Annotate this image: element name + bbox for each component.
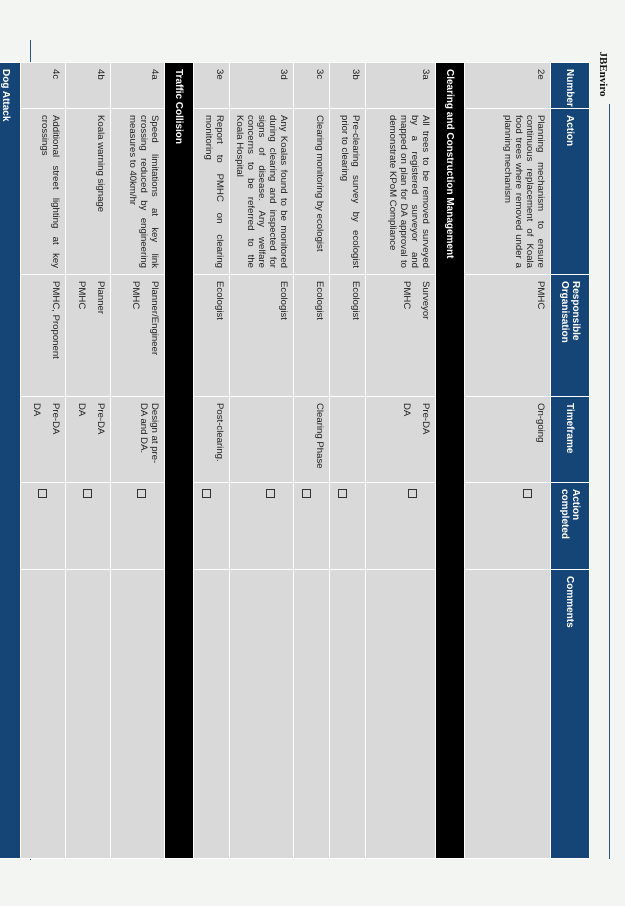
cell-comments (111, 570, 165, 859)
responsible-entry: Planner (95, 281, 106, 315)
rotated-page (0, 62, 590, 858)
responsible-entry: Ecologist (278, 281, 289, 320)
section-title: Traffic Collision (165, 63, 194, 859)
section-row (165, 63, 194, 859)
cell-action-completed (66, 483, 111, 570)
responsible-entry: PMHC (130, 281, 141, 310)
section-title: Clearing and Construction Management (436, 63, 465, 859)
completed-checkbox[interactable] (408, 489, 417, 498)
table-row (66, 63, 111, 859)
cell-action: Any Koalas found to be monitored during clearing and inspected for signs of disease. Any welfare concerns to be referred to the Koala Hospital (230, 109, 294, 275)
cell-responsible (21, 275, 66, 397)
table-row (194, 63, 230, 859)
responsible-entry: Ecologist (214, 281, 225, 320)
cell-action: Additional street lighting at key crossings (21, 109, 66, 275)
koala-action-table (0, 62, 590, 859)
completed-checkbox[interactable] (38, 489, 47, 498)
responsible-entry: Ecologist (350, 281, 361, 320)
cell-action-completed (330, 483, 366, 570)
responsible-entry: Ecologist (314, 281, 325, 320)
cell-comments (194, 570, 230, 859)
table-header-row (551, 63, 590, 859)
cell-timeframe (294, 397, 330, 483)
cell-number: 3b (330, 63, 366, 109)
timeframe-entry: Design at pre-DA and DA. (138, 403, 160, 464)
completed-checkbox[interactable] (202, 489, 211, 498)
cell-responsible (194, 275, 230, 397)
cell-number: 3e (194, 63, 230, 109)
cell-responsible (294, 275, 330, 397)
timeframe-entry: Clearing Phase (314, 403, 325, 469)
cell-timeframe (330, 397, 366, 483)
responsible-entry: PMHC, Proponent (50, 281, 61, 359)
cell-comments (66, 570, 111, 859)
cell-number: 4b (66, 63, 111, 109)
cell-action-completed (465, 483, 551, 570)
table-row (111, 63, 165, 859)
cell-comments (294, 570, 330, 859)
margin-rule (609, 104, 610, 859)
timeframe-entry: DA (31, 403, 42, 417)
cell-comments (230, 570, 294, 859)
table-row (294, 63, 330, 859)
timeframe-entry: Pre-DA (50, 403, 61, 435)
table-row (330, 63, 366, 859)
cell-action-completed (111, 483, 165, 570)
header-action-completed: Action completed (551, 483, 590, 570)
cell-timeframe (465, 397, 551, 483)
header-responsible: Responsible Organisation (551, 275, 590, 397)
completed-checkbox[interactable] (83, 489, 92, 498)
cell-timeframe (21, 397, 66, 483)
responsible-entry: Surveyor (420, 281, 431, 320)
cell-action: Pre-clearing survey by ecologist prior to clearing (330, 109, 366, 275)
cell-action: Koala warning signage (66, 109, 111, 275)
cell-timeframe (230, 397, 294, 483)
responsible-entry: Planner/Engineer (149, 281, 160, 356)
header-action: Action (551, 109, 590, 275)
cell-action-completed (194, 483, 230, 570)
section-row (436, 63, 465, 859)
cell-action-completed (294, 483, 330, 570)
cell-action-completed (230, 483, 294, 570)
cell-responsible (330, 275, 366, 397)
cell-number: 3c (294, 63, 330, 109)
completed-checkbox[interactable] (302, 489, 311, 498)
brand-logo (592, 44, 614, 104)
cell-timeframe (66, 397, 111, 483)
cell-number: 2e (465, 63, 551, 109)
section-title: Dog Attack (0, 63, 21, 859)
cell-number: 4a (111, 63, 165, 109)
responsible-entry: PMHC (535, 281, 546, 310)
cell-action: All trees to be removed surveyed by a registered surveyor and mapped on plan for DA approval to demonstrate KPoM Compliance (366, 109, 436, 275)
responsible-entry: PMHC (76, 281, 87, 310)
cell-number: 3d (230, 63, 294, 109)
brand-text: JBEnviro (597, 51, 609, 97)
cell-comments (366, 570, 436, 859)
completed-checkbox[interactable] (338, 489, 347, 498)
timeframe-entry: Post-clearing. (214, 403, 225, 462)
cell-action: Speed limitations at key link crossing reduced by engineering measures to 40km/hr (111, 109, 165, 275)
table-row (21, 63, 66, 859)
cell-responsible (465, 275, 551, 397)
cell-responsible (366, 275, 436, 397)
timeframe-entry: Pre-DA (95, 403, 106, 435)
cell-comments (21, 570, 66, 859)
cell-responsible (66, 275, 111, 397)
completed-checkbox[interactable] (137, 489, 146, 498)
table-row (465, 63, 551, 859)
cell-timeframe (366, 397, 436, 483)
cell-responsible (111, 275, 165, 397)
cell-timeframe (111, 397, 165, 483)
responsible-entry: PMHC (401, 281, 412, 310)
section-row (0, 63, 21, 859)
cell-action: Clearing monitoring by ecologist (294, 109, 330, 275)
table-row (366, 63, 436, 859)
cell-number: 3a (366, 63, 436, 109)
completed-checkbox[interactable] (266, 489, 275, 498)
cell-action: Planning mechanism to ensure continuous replacement of Koala food trees where removed under a planning mechanism (465, 109, 551, 275)
cell-comments (465, 570, 551, 859)
timeframe-entry: Pre-DA (420, 403, 431, 435)
table-body (0, 63, 551, 859)
cell-timeframe (194, 397, 230, 483)
completed-checkbox[interactable] (523, 489, 532, 498)
timeframe-entry: DA (76, 403, 87, 417)
timeframe-entry: DA (401, 403, 412, 417)
rotated-table-area (0, 62, 590, 858)
header-comments: Comments (551, 570, 590, 859)
timeframe-entry: On-going (535, 403, 546, 443)
cell-responsible (230, 275, 294, 397)
cell-action: Report to PMHC on clearing monitoring (194, 109, 230, 275)
cell-comments (330, 570, 366, 859)
cell-number: 4c (21, 63, 66, 109)
header-number: Number (551, 63, 590, 109)
cell-action-completed (366, 483, 436, 570)
cell-action-completed (21, 483, 66, 570)
header-timeframe: Timeframe (551, 397, 590, 483)
table-row (230, 63, 294, 859)
